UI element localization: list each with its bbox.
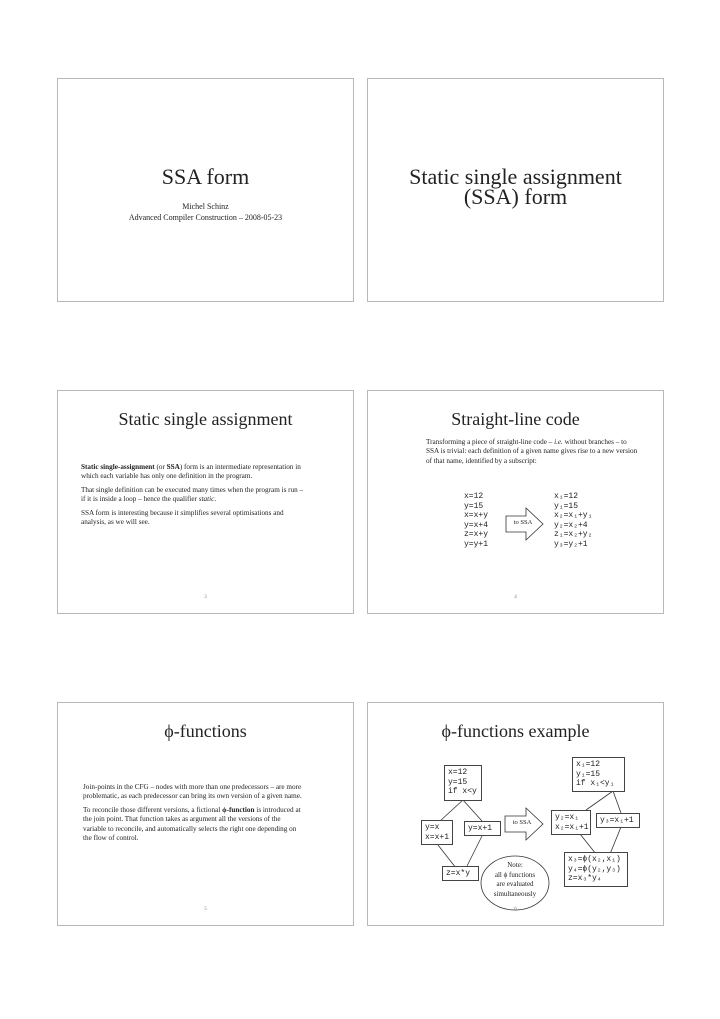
text: . [214,495,217,504]
paragraph-3: SSA form is interesting because it simplifies several optimisations and analysis, as we will see. [81,508,284,527]
slide-title: Static single assignment [118,409,293,429]
slide-title: SSA form [161,164,250,189]
ssa-block-join: x₃=ϕ(x₂,x₁) y₄=ϕ(y₂,y₃) z=x₃*y₄ [564,852,628,887]
term-italic: static [198,495,215,504]
page-number: 5 [204,907,207,912]
ssa-block-entry: x₁=12 y₁=15 if x₁<y₁ [572,757,625,792]
author: Michel Schinz [182,202,229,211]
arrow-label: to SSA [512,819,532,826]
text: (or [154,463,167,471]
term-bold: ϕ-function [222,805,255,814]
text: is introduced at the join point. That function takes as argument all the versions of the variable to reconcile, and automatically selects the right one depending on the flow of control. [83,805,301,843]
paragraph-1 [81,463,306,482]
ssa-block-left: y₂=x₁ x₂=x₁+1 [551,810,591,835]
text: ) form is an intermediate representation in which each variable has only one definition in the program. [81,463,301,481]
term-italic: i.e. [554,438,563,446]
slide-body [81,463,306,531]
slide-body [83,783,305,847]
code-before: x=12 y=15 x=x+y y=x+4 z=x+y y=y+1 [464,492,489,549]
page-number: 6 [514,907,517,912]
slide-title: Straight-line code [451,409,580,429]
slide-2 [367,78,664,302]
course-date: Advanced Compiler Construction – 2008-05-23 [128,213,283,222]
slide-1 [57,78,354,302]
slide-title: ϕ-functions example [441,721,590,741]
cfg-block-right: y=x+1 [464,821,501,836]
text: without branches – to SSA is trivial: each definition of a given name gives rise to a new version of that name, identified by a subscript: [426,438,638,465]
slide-title-line2: (SSA) form [463,184,568,209]
arrow-label: to SSA [513,519,533,526]
text: Transforming a piece of straight-line code – [426,438,555,446]
note-text: Note: all ϕ functions are evaluated simultaneously [493,861,537,898]
slide-4 [367,390,664,614]
ssa-block-right: y₃=x₁+1 [596,813,640,828]
paragraph-2 [81,486,306,505]
term-bold: Static single-assignment [81,463,155,471]
arrow-graphic [368,391,665,615]
term-bold: SSA [166,463,180,471]
text: To reconcile those different versions, a fictional [83,805,223,814]
slide-title-line1: Static single assignment [409,164,622,189]
cfg-block-entry: x=12 y=15 if x<y [444,765,482,801]
slide-5 [57,702,354,926]
cfg-block-join: z=x*y [442,866,479,881]
paragraph-2 [83,806,305,844]
page-number: 4 [514,595,517,600]
page-number: 3 [204,595,207,600]
slide-title: ϕ-functions [164,721,247,741]
slide-3 [57,390,354,614]
text: That single definition can be executed many times when the program is run – if it is inside a loop – hence the qualifier [81,485,304,504]
paragraph-1: Join-points in the CFG – nodes with more than one predecessors – are more problematic, as each predecessor can bring its own version of a given name. [83,783,302,801]
code-after: x₁=12 y₁=15 x₂=x₁+y₁ y₂=x₂+4 z₁=x₂+y₂ y₃=y₂+1 [554,492,593,549]
slide-6 [367,702,664,926]
cfg-block-left: y=x x=x+1 [421,820,453,845]
